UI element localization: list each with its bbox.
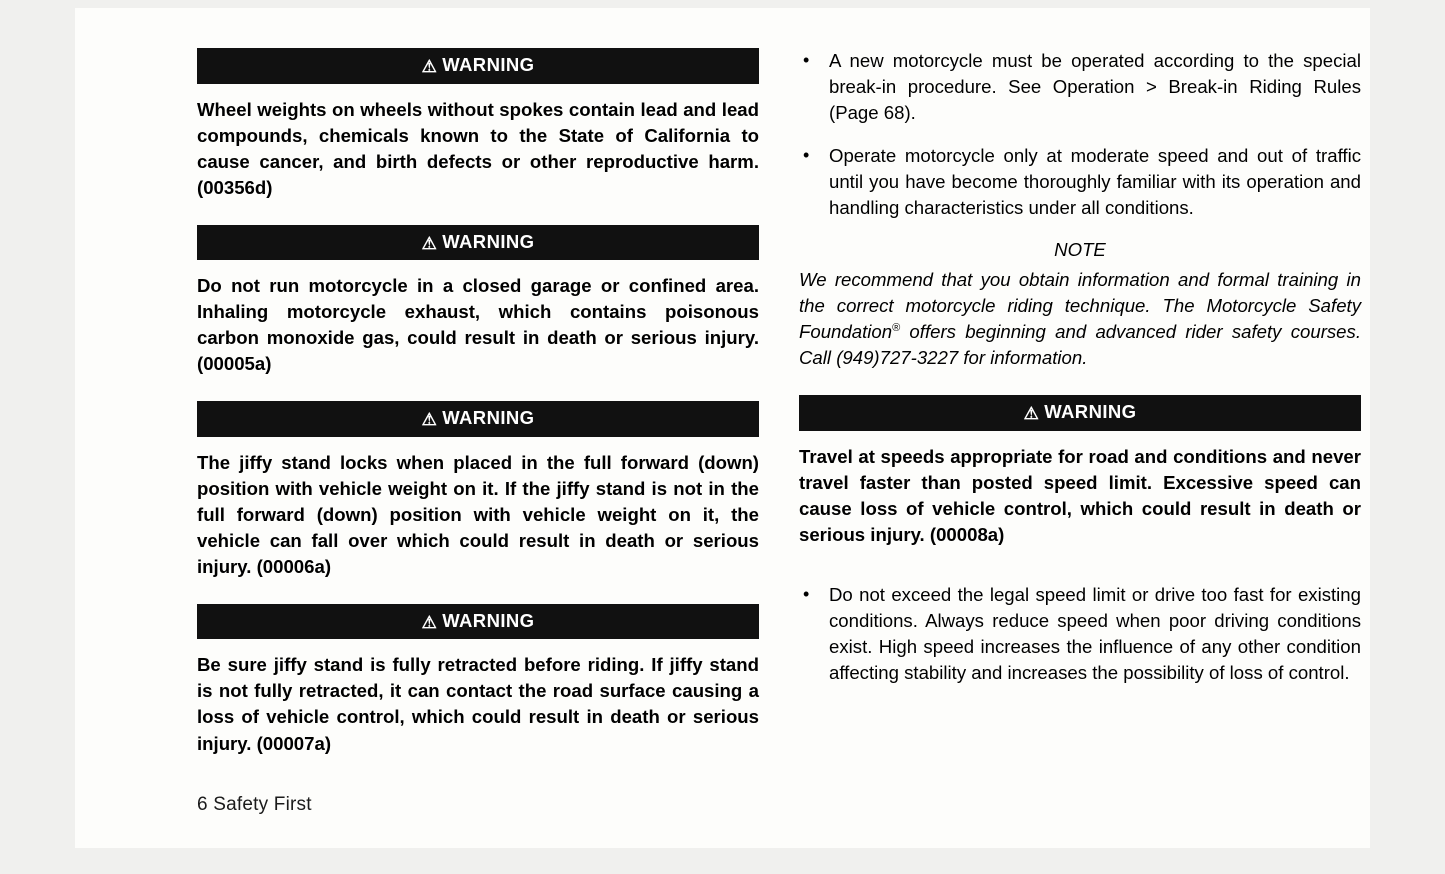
warning-header-4 — [197, 604, 759, 640]
two-column-layout — [197, 48, 1362, 757]
warning-text-5: Travel at speeds appropriate for road and conditions and never travel faster than posted speed limit. Excessive speed can cause loss of vehicle control, which could result in death or serious injury. (00008a) — [799, 445, 1361, 545]
warning-header-label-2: WARNING — [442, 230, 535, 252]
note-text-part1: We recommend that you obtain information and formal training in the correct motorcycle riding technique. The Motorcycle Safety Foundation — [799, 269, 1361, 343]
warning-header-label-4: WARNING — [442, 609, 535, 631]
note-text — [799, 267, 1361, 371]
document-page — [75, 8, 1370, 848]
list-item-text: Do not exceed the legal speed limit or drive too fast for existing conditions. Always reduce speed when poor driving conditions exist. High speed increases the influence of any other condition affecting stability and increases the possibility of loss of control. — [829, 583, 1361, 684]
warning-header-1 — [197, 48, 759, 84]
warning-header-2 — [197, 225, 759, 261]
note-text-part2: offers beginning and advanced rider safety courses. Call (949)727-3227 for information. — [799, 321, 1361, 369]
bottom-bullet-list — [799, 582, 1361, 686]
page-footer: 6 Safety First — [197, 794, 312, 815]
list-item-text: A new motorcycle must be operated according to the special break-in procedure. See Operation > Break-in Riding Rules (Page 68). — [829, 50, 1361, 124]
warning-header-5 — [799, 395, 1361, 431]
bullet-glyph: • — [803, 583, 810, 604]
left-column — [197, 48, 759, 757]
warning-triangle-icon: ⚠ — [421, 612, 438, 632]
warning-text-1: Wheel weights on wheels without spokes contain lead and lead compounds, chemicals known to the State of California to cause cancer, and birth defects or other reproductive harm. (00356d) — [197, 98, 759, 198]
warning-triangle-icon: ⚠ — [421, 410, 438, 430]
warning-text-3: The jiffy stand locks when placed in the full forward (down) position with vehicle weight on it. If the jiffy stand is not in the full forward (down) position with vehicle weight on it, the vehicle can fall over which could result in death or serious injury. (00006a) — [197, 451, 759, 577]
right-column — [799, 48, 1361, 757]
list-item-text: Operate motorcycle only at moderate speed and out of traffic until you have become thoroughly familiar with its operation and handling characteristics under all conditions. — [829, 145, 1361, 219]
warning-triangle-icon: ⚠ — [421, 233, 438, 253]
warning-header-label-1: WARNING — [442, 54, 535, 75]
list-item — [799, 143, 1361, 221]
warning-triangle-icon: ⚠ — [1023, 404, 1040, 424]
warning-header-3 — [197, 401, 759, 437]
warning-triangle-icon: ⚠ — [421, 57, 438, 76]
warning-header-label-3: WARNING — [442, 407, 535, 429]
note-title: NOTE — [1054, 239, 1106, 261]
warning-text-4: Be sure jiffy stand is fully retracted before riding. If jiffy stand is not fully retracted, it can contact the road surface causing a loss of vehicle control, which could result in death or serious injury. (00007a) — [197, 654, 759, 754]
bullet-glyph: • — [803, 145, 810, 166]
registered-mark: ® — [892, 322, 901, 335]
list-item — [799, 582, 1361, 686]
warning-text-2: Do not run motorcycle in a closed garage or confined area. Inhaling motorcycle exhaust, which contains poisonous carbon monoxide gas, could result in death or serious injury. (00005a) — [197, 275, 759, 375]
list-item — [799, 48, 1361, 126]
top-bullet-list — [799, 48, 1361, 221]
warning-header-label-5: WARNING — [1044, 401, 1137, 423]
bullet-glyph: • — [803, 50, 810, 70]
